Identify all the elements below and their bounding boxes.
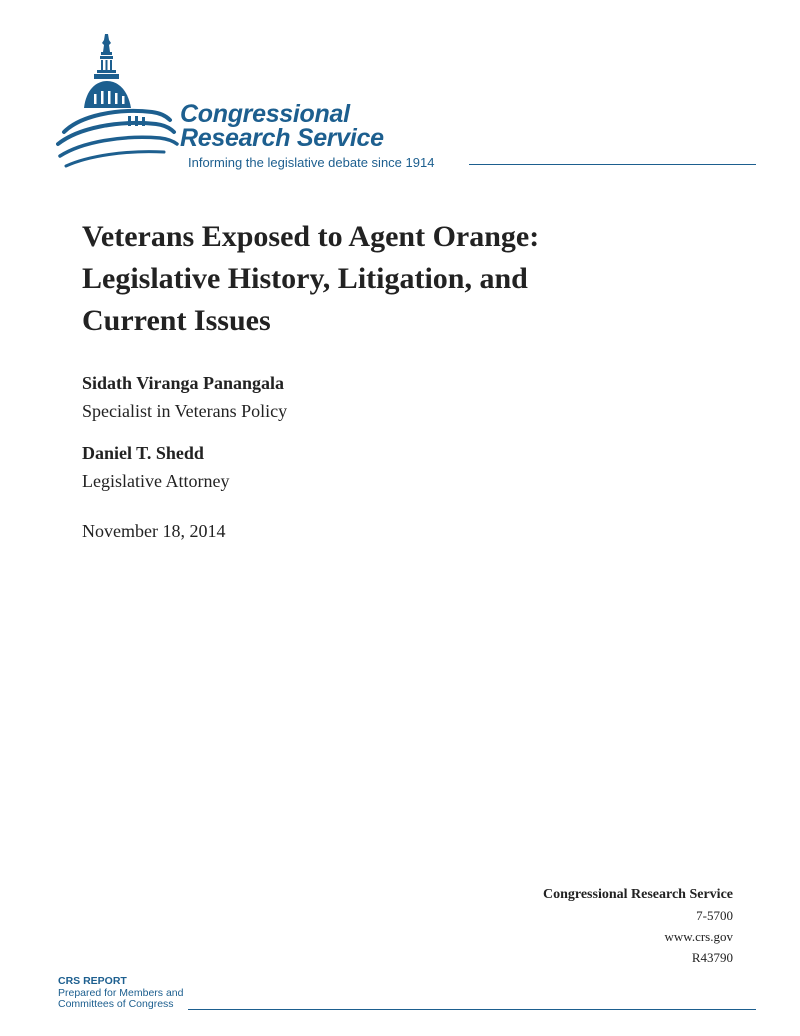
footer-divider <box>188 1009 756 1010</box>
title-line2: Legislative History, Litigation, and <box>82 262 528 295</box>
footer-phone: 7-5700 <box>696 908 733 923</box>
capitol-dome-icon <box>56 32 180 170</box>
crs-report-label <box>58 976 183 1011</box>
footer-organization: Congressional Research Service <box>542 887 733 902</box>
author-name-2: Daniel T. Shedd <box>82 443 204 463</box>
logo-name-line2: Research Service <box>180 124 384 152</box>
report-date: November 18, 2014 <box>82 521 226 541</box>
logo-name-line1: Congressional <box>180 100 350 128</box>
title-line3: Current Issues <box>82 304 271 337</box>
footer-report-number: R43790 <box>691 950 733 965</box>
author-role-2: Legislative Attorney <box>82 471 230 491</box>
author-name-1: Sidath Viranga Panangala <box>82 373 285 393</box>
report-title <box>82 216 722 342</box>
logo-tagline: Informing the legislative debate since 1914 <box>188 155 435 170</box>
footer-info <box>543 884 733 968</box>
organization-logo-name <box>180 102 384 150</box>
header-divider <box>469 164 756 165</box>
footer-website: www.crs.gov <box>664 929 733 944</box>
author-role-1: Specialist in Veterans Policy <box>82 401 288 421</box>
crs-report-line2: Committees of Congress <box>58 998 174 1010</box>
title-line1: Veterans Exposed to Agent Orange: <box>82 220 540 253</box>
crs-report-line1: Prepared for Members and <box>58 986 184 999</box>
crs-report-heading: CRS REPORT <box>58 975 127 987</box>
